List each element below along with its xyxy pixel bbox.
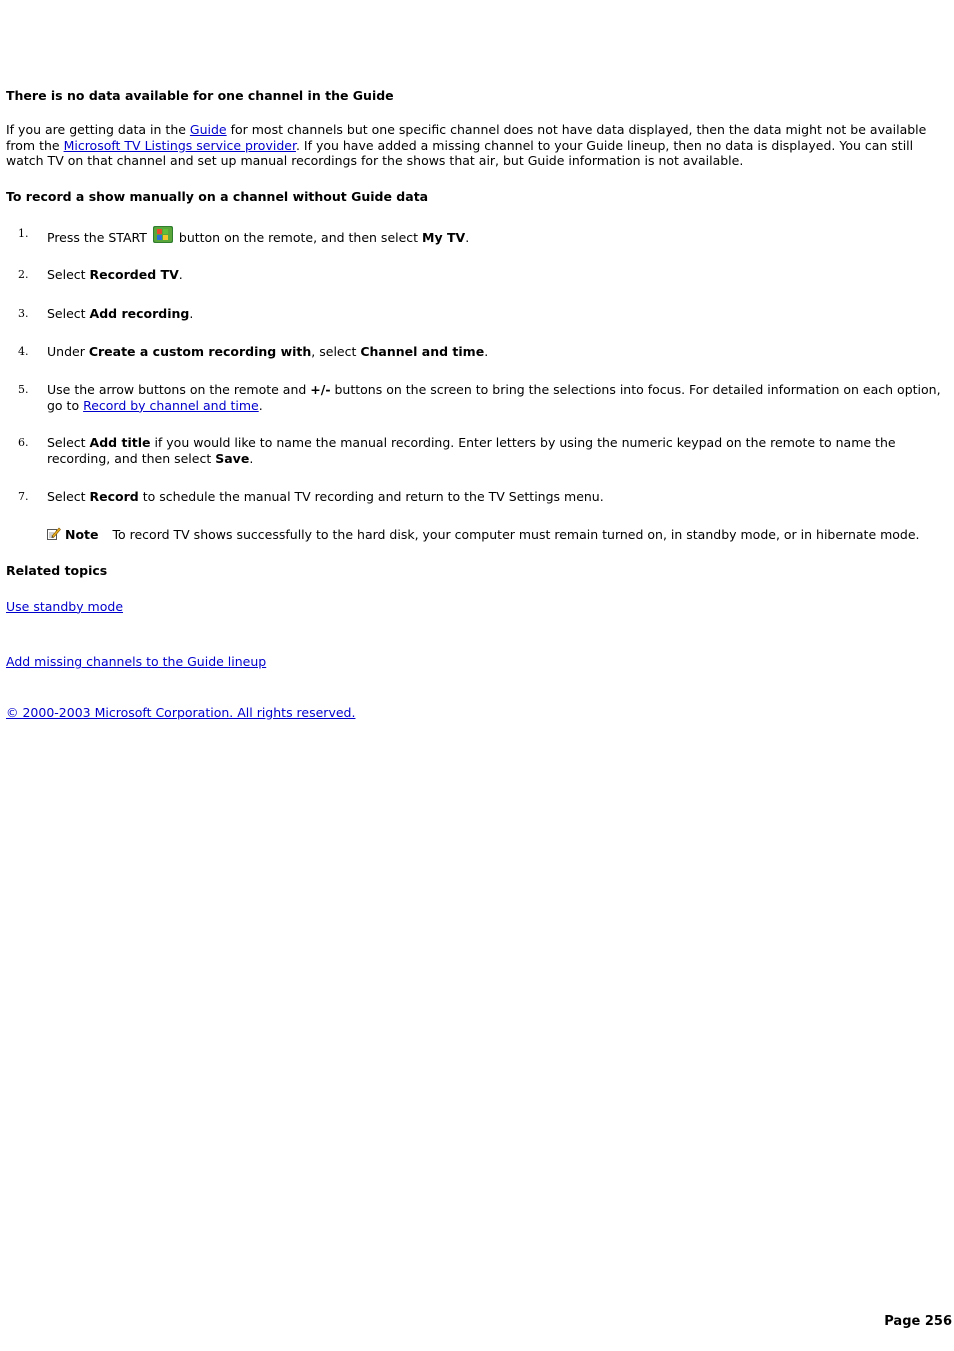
- channel-and-time-label: Channel and time: [360, 343, 485, 359]
- recorded-tv-label: Recorded TV: [89, 267, 179, 283]
- my-tv-label: My TV: [422, 229, 466, 245]
- steps-list: [6, 226, 948, 504]
- spacer: [6, 690, 948, 705]
- step-text: Select: [47, 435, 90, 451]
- step-number: 2.: [18, 268, 29, 282]
- step-text: , select: [311, 343, 361, 359]
- step-text: .: [484, 343, 489, 359]
- add-recording-label: Add recording: [89, 305, 190, 321]
- help-article: [6, 88, 948, 721]
- guide-link[interactable]: Guide: [189, 122, 227, 137]
- step-number: 3.: [18, 306, 29, 320]
- note-label: Note: [64, 527, 99, 543]
- use-standby-mode-link[interactable]: Use standby mode: [6, 598, 124, 614]
- step-text: .: [249, 450, 254, 466]
- plus-minus-label: +/-: [310, 382, 331, 398]
- step-4: [6, 344, 948, 360]
- intro-text-2: for most channels but one specific channel does not have data displayed, then the data might not be available from the: [6, 122, 927, 153]
- step-text: .: [465, 229, 470, 245]
- save-label: Save: [215, 450, 250, 466]
- step-text: .: [258, 397, 263, 413]
- copyright-link[interactable]: © 2000-2003 Microsoft Corporation. All rights reserved.: [6, 704, 356, 720]
- step-number: 4.: [18, 344, 29, 358]
- step-7: [6, 489, 948, 505]
- step-3: [6, 306, 948, 322]
- procedure-title: To record a show manually on a channel without Guide data: [6, 188, 429, 204]
- tv-listings-provider-link[interactable]: Microsoft TV Listings service provider: [63, 137, 296, 153]
- step-text: Select: [47, 305, 90, 321]
- step-6: [6, 435, 948, 466]
- custom-recording-label: Create a custom recording with: [88, 343, 312, 359]
- intro-text-1: If you are getting data in the: [6, 122, 190, 137]
- record-by-channel-link[interactable]: Record by channel and time: [83, 397, 259, 413]
- step-text: Under: [47, 343, 89, 359]
- step-text: Press the START: [47, 229, 151, 245]
- windows-start-icon: [153, 226, 173, 243]
- record-label: Record: [89, 488, 139, 504]
- step-text: to schedule the manual TV recording and return to the TV Settings menu.: [138, 488, 604, 504]
- step-text: buttons on the screen to bring the selections into focus. For detailed information on each option, go to: [47, 382, 941, 413]
- page-number: Page 256: [884, 1314, 952, 1329]
- step-text: button on the remote, and then select: [174, 229, 423, 245]
- add-title-label: Add title: [89, 435, 151, 451]
- step-number: 7.: [18, 489, 29, 503]
- note-text: To record TV shows successfully to the hard disk, your computer must remain turned on, in standby mode, or in hibernate mode.: [112, 527, 920, 543]
- step-text: Select: [47, 488, 90, 504]
- related-topics-title: Related topics: [6, 562, 108, 578]
- add-missing-channels-link[interactable]: Add missing channels to the Guide lineup: [6, 654, 267, 670]
- step-1: [6, 226, 948, 246]
- step-5: [6, 382, 948, 413]
- step-2: [6, 267, 948, 283]
- intro-paragraph: [6, 122, 948, 169]
- step-text: if you would like to name the manual recording. Enter letters by using the numeric keypad on the remote to name the recording, and then select: [47, 435, 896, 466]
- note-pencil-icon: [47, 527, 61, 540]
- step-number: 1.: [18, 226, 29, 240]
- step-text: Use the arrow buttons on the remote and: [47, 382, 311, 398]
- step-text: Select: [47, 267, 90, 283]
- note-box: [47, 527, 948, 543]
- step-text: .: [189, 305, 194, 321]
- step-number: 6.: [18, 436, 29, 450]
- article-heading: There is no data available for one channel in the Guide: [6, 88, 394, 103]
- intro-text-3: . If you have added a missing channel to your Guide lineup, then no data is displayed. You can still watch TV on that channel and set up manual recordings for the shows that air, but Guide information is not available.: [6, 137, 914, 169]
- spacer: [6, 634, 948, 654]
- step-text: .: [178, 267, 183, 283]
- step-number: 5.: [18, 383, 29, 397]
